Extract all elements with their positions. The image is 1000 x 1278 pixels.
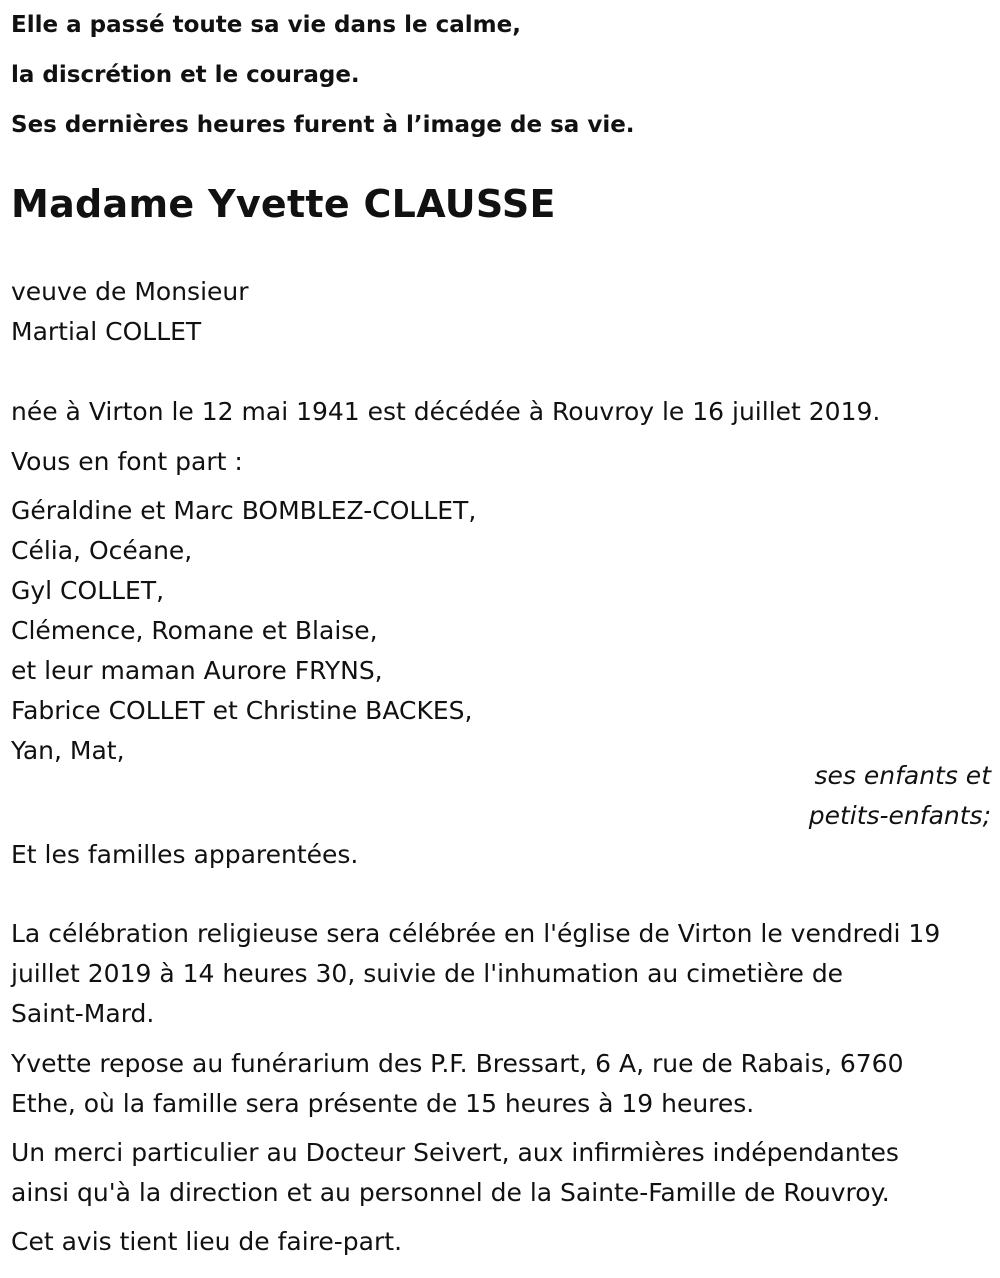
visitation-line: Yvette repose au funérarium des P.F. Bressart, 6 A, rue de Rabais, 6760 xyxy=(11,1049,904,1078)
widow-of-line: veuve de Monsieur xyxy=(11,277,249,306)
birth-death-statement: née à Virton le 12 mai 1941 est décédée à Rouvroy le 16 juillet 2019. xyxy=(11,397,881,426)
ceremony-line: La célébration religieuse sera célébrée en l'église de Virton le vendredi 19 xyxy=(11,919,941,948)
closing-note: Cet avis tient lieu de faire-part. xyxy=(11,1227,403,1256)
obituary-notice xyxy=(11,0,991,1256)
family-role-line: ses enfants et xyxy=(814,761,991,790)
epitaph xyxy=(11,0,991,150)
thanks xyxy=(11,1133,991,1213)
relatives: Et les familles apparentées. xyxy=(11,840,359,869)
ceremony-details xyxy=(11,914,991,1034)
widow-of-line: Martial COLLET xyxy=(11,317,202,346)
family-role-line: petits-enfants; xyxy=(808,801,991,830)
visitation-details xyxy=(11,1044,991,1124)
family-member: Clémence, Romane et Blaise, xyxy=(11,616,378,645)
family-member: Géraldine et Marc BOMBLEZ-COLLET, xyxy=(11,496,477,525)
thanks-line: Un merci particulier au Docteur Seivert, aux infirmières indépendantes xyxy=(11,1138,899,1167)
widow-of xyxy=(11,272,991,352)
family-member: Gyl COLLET, xyxy=(11,576,165,605)
family-list xyxy=(11,491,991,771)
deceased-name: Madame Yvette CLAUSSE xyxy=(11,182,556,226)
ceremony-line: juillet 2019 à 14 heures 30, suivie de l'inhumation au cimetière de xyxy=(11,959,844,988)
family-role xyxy=(809,756,991,836)
ceremony-line: Saint-Mard. xyxy=(11,999,155,1028)
thanks-line: ainsi qu'à la direction et au personnel de la Sainte-Famille de Rouvroy. xyxy=(11,1178,890,1207)
epitaph-line: Elle a passé toute sa vie dans le calme, xyxy=(11,12,521,38)
epitaph-line: la discrétion et le courage. xyxy=(11,62,360,88)
family-member: Fabrice COLLET et Christine BACKES, xyxy=(11,696,473,725)
announcement: Vous en font part : xyxy=(11,447,243,476)
family-member: Célia, Océane, xyxy=(11,536,193,565)
epitaph-line: Ses dernières heures furent à l’image de sa vie. xyxy=(11,112,635,138)
visitation-line: Ethe, où la famille sera présente de 15 heures à 19 heures. xyxy=(11,1089,755,1118)
family-member: Yan, Mat, xyxy=(11,736,125,765)
family-member: et leur maman Aurore FRYNS, xyxy=(11,656,383,685)
